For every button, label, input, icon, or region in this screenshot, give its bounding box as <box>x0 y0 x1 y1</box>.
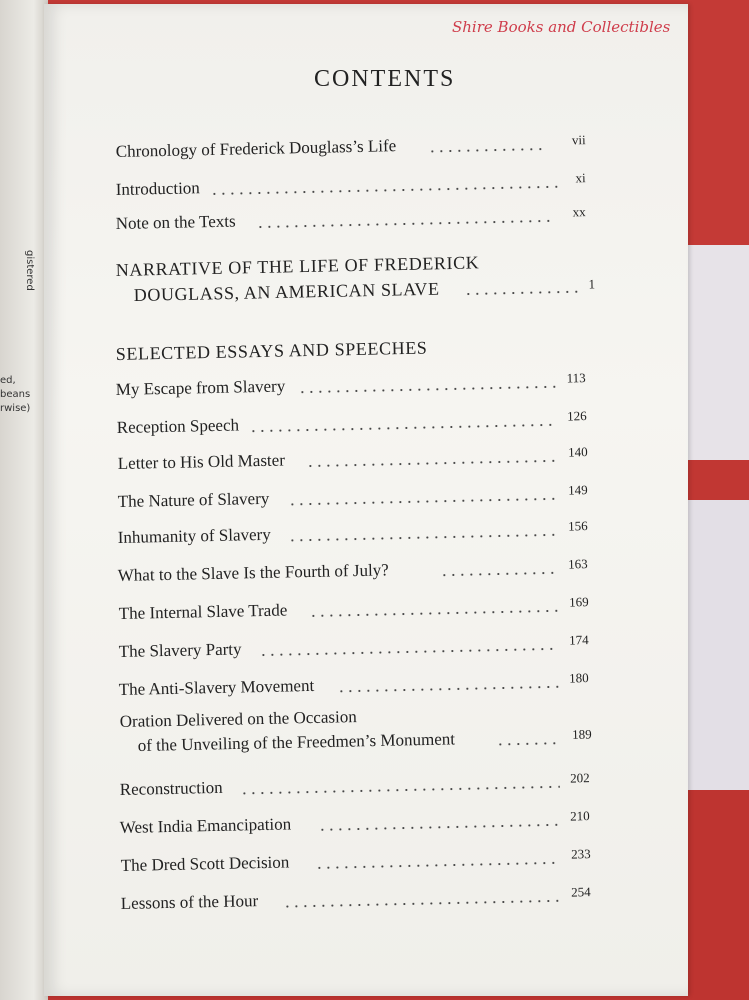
toc-entry-label: of the Unveiling of the Freedmen’s Monument <box>137 729 456 756</box>
toc-entry-page: 149 <box>567 482 588 498</box>
toc-entry-label: The Dred Scott Decision <box>120 852 290 876</box>
page-title: CONTENTS <box>314 66 456 92</box>
toc-entry <box>115 166 585 200</box>
toc-entry-label: Introduction <box>115 178 201 200</box>
toc-entry-page: 210 <box>569 808 590 824</box>
toc-entry-label: Reconstruction <box>119 777 223 800</box>
leader-dots <box>318 824 560 831</box>
facing-page-text: ed, beans rwise) <box>0 375 31 414</box>
leader-dots <box>249 424 557 432</box>
toc-entry-page: 254 <box>570 884 591 900</box>
toc-entry-page: 1 <box>588 276 596 292</box>
toc-entry <box>117 440 587 474</box>
toc-entry-page: vii <box>571 132 586 148</box>
toc-entry <box>118 666 588 700</box>
leader-dots <box>464 291 582 295</box>
toc-entry <box>115 128 585 162</box>
toc-entry-page: 202 <box>569 770 590 786</box>
leader-dots <box>315 862 561 869</box>
leader-dots <box>337 686 559 693</box>
toc-entry <box>119 804 589 838</box>
toc-entry-label: Reception Speech <box>116 415 240 438</box>
toc-entry <box>118 628 588 662</box>
toc-entry-label: West India Emancipation <box>119 814 292 838</box>
toc-entry-page: 140 <box>567 444 588 460</box>
leader-dots <box>298 386 556 393</box>
toc-entry-label: Letter to His Old Master <box>117 450 286 474</box>
toc-entry-page: xi <box>575 170 586 186</box>
section-heading: SELECTED ESSAYS AND SPEECHES <box>115 337 428 365</box>
toc-entry <box>118 590 588 624</box>
toc-entry-label: The Slavery Party <box>118 639 242 662</box>
leader-dots <box>428 148 546 152</box>
toc-entry <box>119 766 589 800</box>
toc-entry-page: 126 <box>566 408 587 424</box>
toc-entry <box>117 478 587 512</box>
toc-entry-label: Chronology of Frederick Douglass’s Life <box>115 136 397 162</box>
narrative-title-line: DOUGLASS, AN AMERICAN SLAVE <box>133 278 440 306</box>
leader-dots <box>259 648 559 656</box>
toc-entry-page: 180 <box>568 670 589 686</box>
toc-entry <box>120 842 590 876</box>
narrative-title-line: NARRATIVE OF THE LIFE OF FREDERICK <box>115 252 480 281</box>
toc-entry-page: 156 <box>567 518 588 534</box>
contents-page <box>44 4 688 996</box>
leader-dots <box>496 742 562 745</box>
leader-dots <box>283 900 561 908</box>
facing-page-text: gistered <box>24 250 35 291</box>
leader-dots <box>309 610 559 617</box>
toc-entry-label: Note on the Texts <box>115 211 236 234</box>
leader-dots <box>256 220 556 228</box>
watermark: Shire Books and Collectibles <box>452 18 671 36</box>
toc-entry <box>120 880 590 914</box>
toc-entry-page: xx <box>572 204 586 220</box>
toc-entry-page: 189 <box>571 726 592 742</box>
leader-dots <box>288 498 558 506</box>
toc-entry-label: The Nature of Slavery <box>117 488 270 512</box>
toc-entry-label-line1: Oration Delivered on the Occasion <box>119 707 357 732</box>
toc-entry-label: The Internal Slave Trade <box>118 600 288 624</box>
toc-entry <box>115 200 585 234</box>
toc-entry-label: Inhumanity of Slavery <box>117 524 271 548</box>
facing-page <box>0 0 48 1000</box>
toc-entry-label: Lessons of the Hour <box>120 891 259 914</box>
toc-entry-page: 113 <box>566 370 586 386</box>
toc-entry-page: 169 <box>568 594 589 610</box>
toc-entry <box>117 552 587 586</box>
leader-dots <box>306 460 558 467</box>
toc-entry-label: My Escape from Slavery <box>115 376 286 400</box>
leader-dots <box>440 572 558 576</box>
leader-dots <box>288 534 558 542</box>
toc-entry <box>115 366 585 400</box>
leader-dots <box>210 186 564 195</box>
toc-entry-label: The Anti-Slavery Movement <box>118 675 315 700</box>
toc-entry-label: What to the Slave Is the Fourth of July? <box>117 560 389 586</box>
toc-entry <box>116 404 586 438</box>
toc-entry-page: 163 <box>567 556 588 572</box>
toc-entry-page: 174 <box>568 632 589 648</box>
toc-entry-page: 233 <box>570 846 591 862</box>
leader-dots <box>240 786 560 795</box>
toc-entry <box>117 514 587 548</box>
